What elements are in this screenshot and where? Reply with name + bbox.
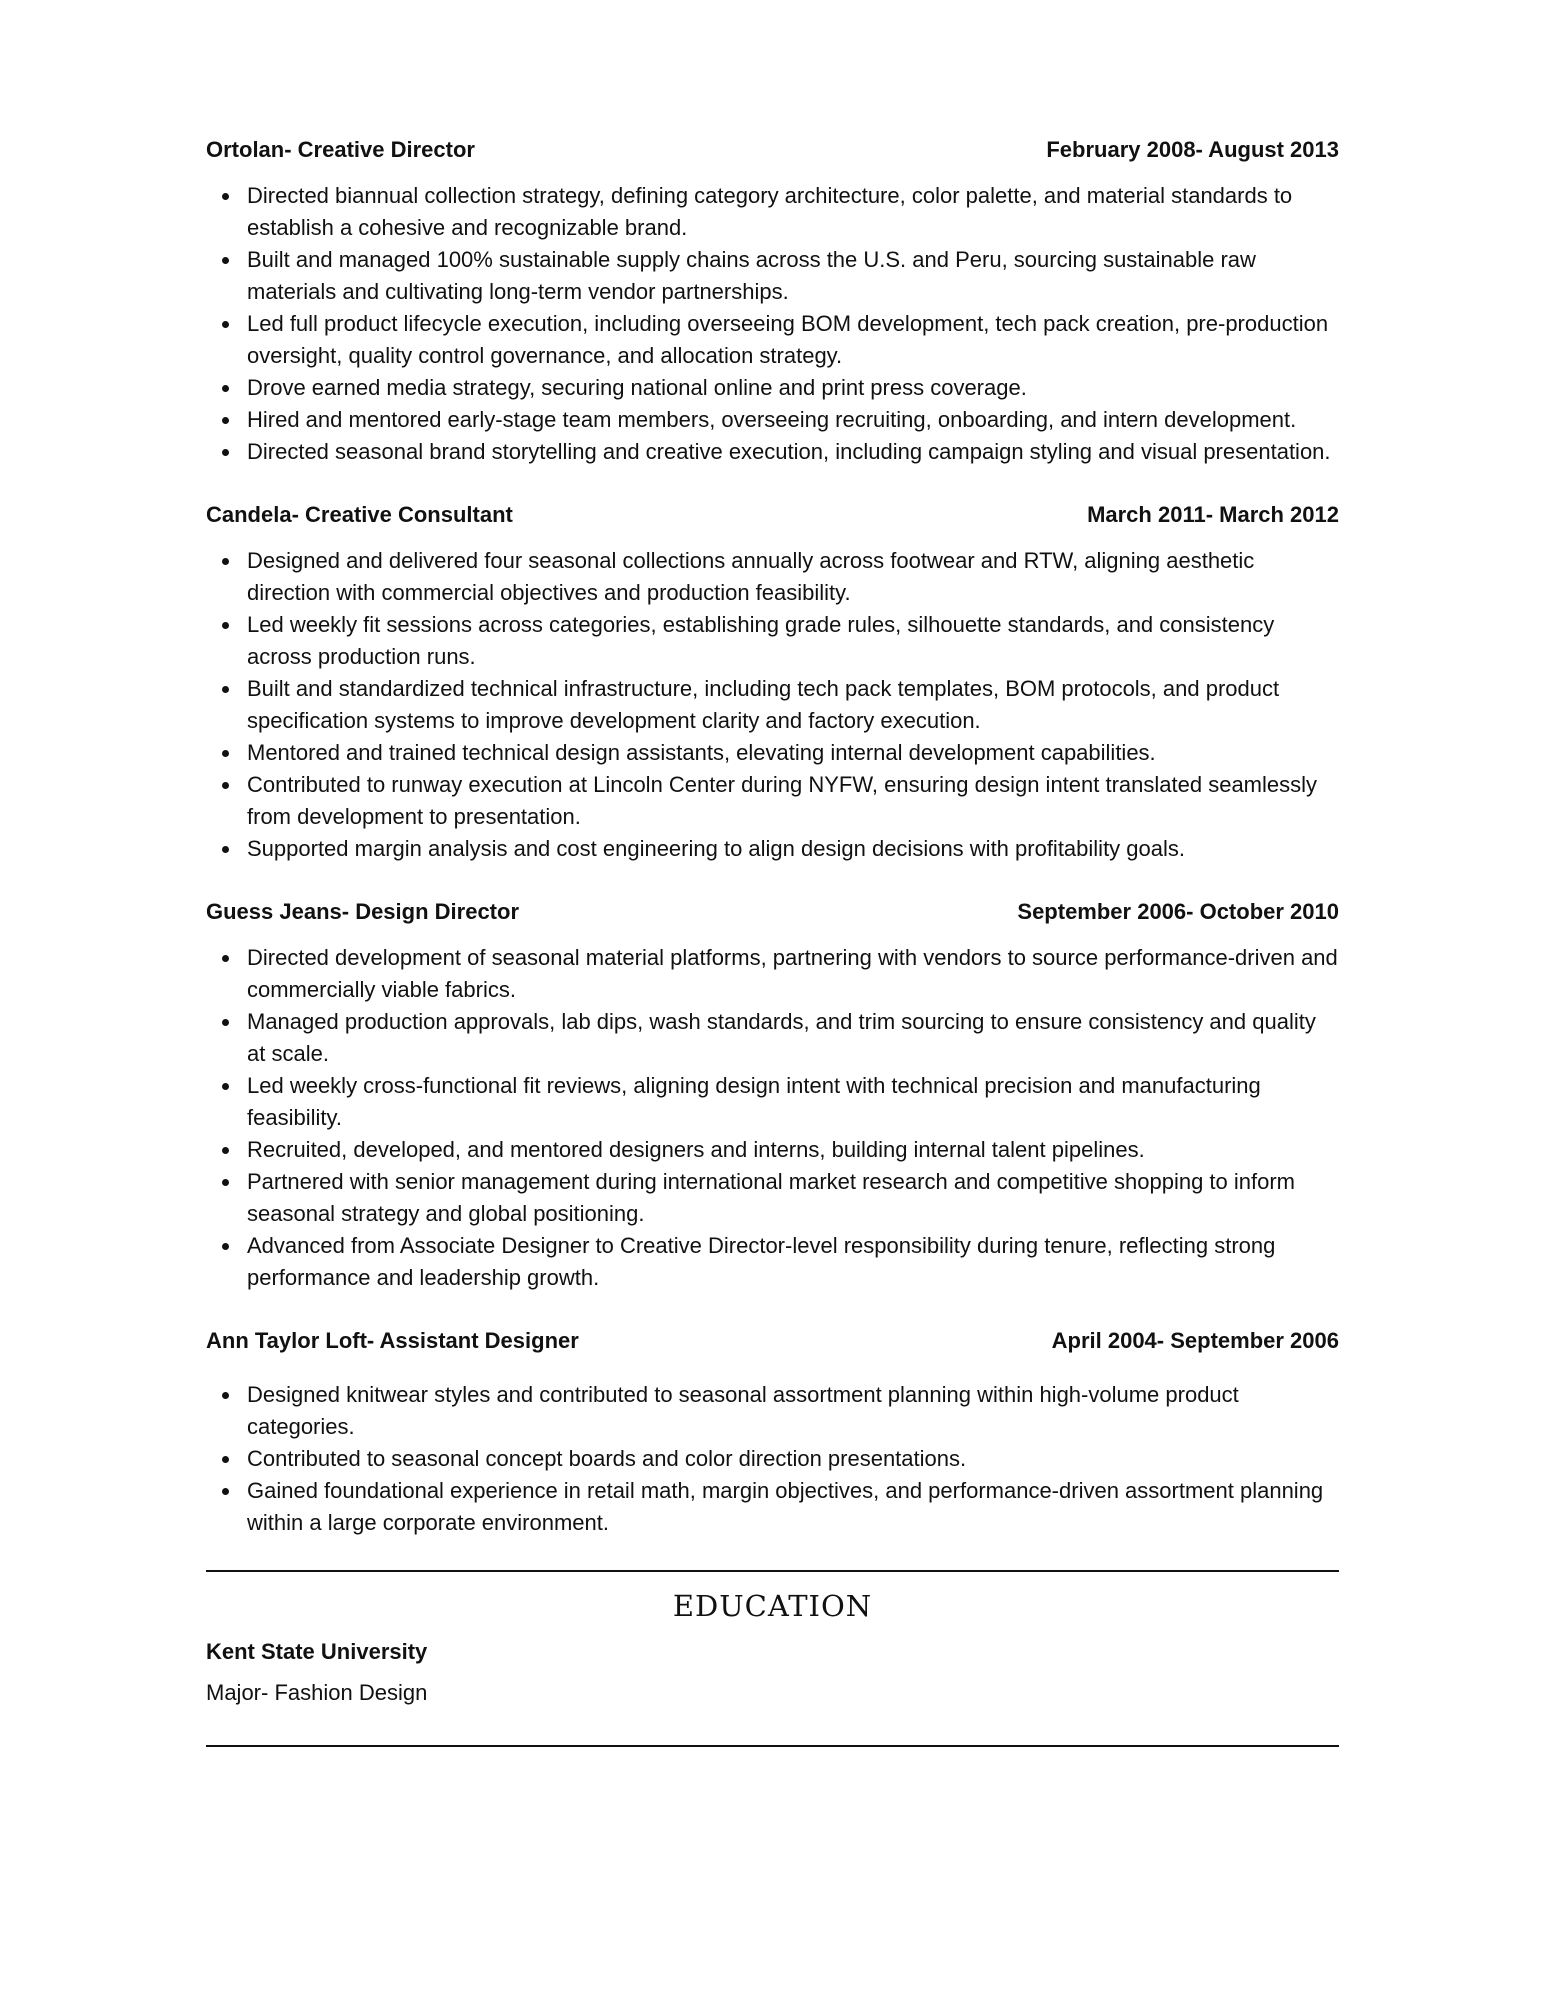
job-dates: September 2006- October 2010	[1017, 899, 1339, 924]
education-section	[206, 1570, 1339, 1747]
job-bullet: Gained foundational experience in retail math, margin objectives, and performance-driven assortment planning within a large corporate environment.	[206, 1475, 1339, 1539]
job-bullet: Led weekly cross-functional fit reviews, aligning design intent with technical precision and manufacturing feasibility.	[206, 1070, 1339, 1134]
job-bullet: Directed development of seasonal material platforms, partnering with vendors to source performance-driven and commercially viable fabrics.	[206, 942, 1339, 1006]
job-bullet: Directed biannual collection strategy, defining category architecture, color palette, and material standards to establish a cohesive and recognizable brand.	[206, 180, 1339, 244]
job-bullet: Directed seasonal brand storytelling and creative execution, including campaign styling and visual presentation.	[206, 436, 1339, 468]
job-bullet: Advanced from Associate Designer to Creative Director-level responsibility during tenure, reflecting strong performance and leadership growth.	[206, 1230, 1339, 1294]
job-bullet: Managed production approvals, lab dips, wash standards, and trim sourcing to ensure consistency and quality at scale.	[206, 1006, 1339, 1070]
job-bullet-list	[206, 180, 1339, 468]
job-guess-jeans	[206, 896, 1339, 1294]
job-bullet-list	[206, 1379, 1339, 1539]
education-school: Kent State University	[206, 1639, 428, 1664]
job-bullet: Led full product lifecycle execution, including overseeing BOM development, tech pack creation, pre-production oversight, quality control governance, and allocation strategy.	[206, 308, 1339, 372]
job-bullet: Recruited, developed, and mentored designers and interns, building internal talent pipelines.	[206, 1134, 1339, 1166]
job-bullet: Built and managed 100% sustainable supply chains across the U.S. and Peru, sourcing sustainable raw materials and cultivating long-term vendor partnerships.	[206, 244, 1339, 308]
job-bullet: Led weekly fit sessions across categories, establishing grade rules, silhouette standards, and consistency across production runs.	[206, 609, 1339, 673]
job-title: Ortolan- Creative Director	[206, 137, 475, 162]
job-bullet: Contributed to seasonal concept boards and color direction presentations.	[206, 1443, 1339, 1475]
job-ann-taylor-loft	[206, 1325, 1339, 1539]
job-dates: March 2011- March 2012	[1087, 502, 1339, 527]
job-bullet: Designed and delivered four seasonal collections annually across footwear and RTW, aligning aesthetic direction with commercial objectives and production feasibility.	[206, 545, 1339, 609]
job-bullet-list	[206, 942, 1339, 1294]
job-bullet: Hired and mentored early-stage team members, overseeing recruiting, onboarding, and intern development.	[206, 404, 1339, 436]
job-bullet: Built and standardized technical infrastructure, including tech pack templates, BOM protocols, and product specification systems to improve development clarity and factory execution.	[206, 673, 1339, 737]
section-heading-education: EDUCATION	[672, 1589, 873, 1623]
job-dates: February 2008- August 2013	[1046, 137, 1339, 162]
job-bullet: Contributed to runway execution at Lincoln Center during NYFW, ensuring design intent translated seamlessly from development to presentation.	[206, 769, 1339, 833]
section-divider	[206, 1570, 1339, 1572]
job-header	[206, 499, 1339, 531]
job-header	[206, 1325, 1339, 1357]
job-title: Guess Jeans- Design Director	[206, 899, 520, 924]
resume-page	[206, 134, 1339, 1747]
section-divider	[206, 1745, 1339, 1747]
job-candela	[206, 499, 1339, 865]
job-header	[206, 896, 1339, 928]
job-bullet: Supported margin analysis and cost engineering to align design decisions with profitability goals.	[206, 833, 1339, 865]
job-header	[206, 134, 1339, 166]
job-bullet-list	[206, 545, 1339, 865]
job-bullet: Designed knitwear styles and contributed to seasonal assortment planning within high-volume product categories.	[206, 1379, 1339, 1443]
job-bullet: Drove earned media strategy, securing national online and print press coverage.	[206, 372, 1339, 404]
job-ortolan	[206, 134, 1339, 468]
job-bullet: Partnered with senior management during international market research and competitive shopping to inform seasonal strategy and global positioning.	[206, 1166, 1339, 1230]
education-major: Major- Fashion Design	[206, 1680, 428, 1705]
job-bullet: Mentored and trained technical design assistants, elevating internal development capabilities.	[206, 737, 1339, 769]
job-title: Ann Taylor Loft- Assistant Designer	[206, 1328, 579, 1353]
job-dates: April 2004- September 2006	[1051, 1328, 1339, 1353]
job-title: Candela- Creative Consultant	[206, 502, 513, 527]
